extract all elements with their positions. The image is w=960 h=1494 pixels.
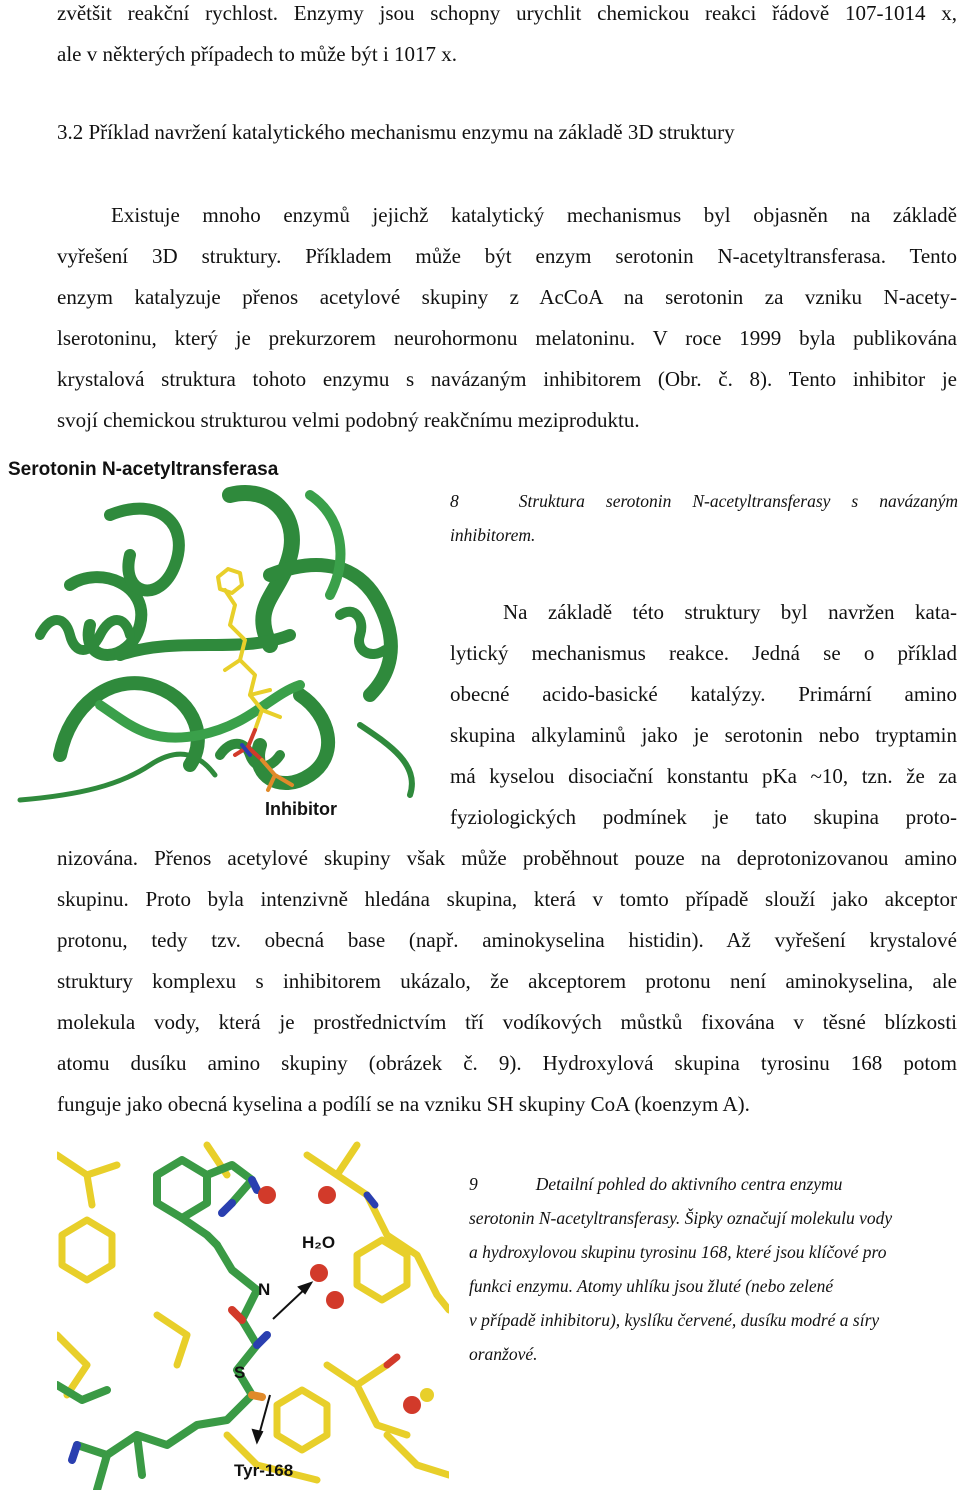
intro-line-2: ale v některých případech to může být i 1017 x.: [57, 42, 458, 66]
para2-line-12: atomu dusíku amino skupiny (obrázek č. 9). Hydroxylová skupina tyrosinu 168 potom: [57, 1051, 957, 1075]
para1-line-4: lserotoninu, který je prekurzorem neurohormonu melatoninu. V roce 1999 byla publikována: [57, 326, 957, 350]
figure-9-caption-line-5: v případě inhibitoru), kyslíku červené, dusíku modré a síry: [469, 1310, 880, 1330]
figure-9-number: 9: [469, 1174, 478, 1194]
figure-8-protein-structure: [0, 455, 440, 827]
para2-line-1: Na základě této struktury byl navržen kata-: [503, 600, 957, 624]
para1-line-2: vyřešení 3D struktury. Příkladem může být enzym serotonin N-acetyltransferasa. Tento: [57, 244, 957, 268]
para2-line-3: obecné acido-basické katalýzy. Primární amino: [450, 682, 957, 706]
para2-line-8: skupinu. Proto byla intenzivně hledána skupina, která v tomto případě slouží jako akceptor: [57, 887, 957, 911]
protein-ribbon-illustration: [0, 455, 440, 827]
para1-line-1: Existuje mnoho enzymů jejichž katalytický mechanismus byl objasněn na základě: [111, 203, 957, 227]
para2-line-10: struktury komplexu s inhibitorem ukázalo, že akceptorem protonu není aminokyselina, ale: [57, 969, 957, 993]
figure-9-caption-text: Detailní pohled do aktivního centra enzymu: [535, 1174, 843, 1194]
para1-line-3: enzym katalyzuje přenos acetylové skupiny z AcCoA na serotonin za vzniku N-acety-: [57, 285, 957, 309]
para1-line-5: krystalová struktura tohoto enzymu s navázaným inhibitorem (Obr. č. 8). Tento inhibitor je: [57, 367, 957, 391]
figure-8-caption-line-1: [450, 484, 958, 518]
para2-line-6: fyziologických podmínek je tato skupina proto-: [450, 805, 957, 829]
nitrogen-label: N: [258, 1280, 271, 1299]
sulfur-label: S: [234, 1363, 246, 1382]
figure-9-caption-line-6: oranžové.: [469, 1344, 538, 1364]
figure-8-caption-line-2: inhibitorem.: [450, 525, 536, 545]
figure-9-caption-line-4: funkci enzymu. Atomy uhlíku jsou žluté (nebo zelené: [469, 1276, 834, 1296]
figure-9-caption-line-1: [469, 1167, 842, 1201]
figure-8-title: Serotonin N-acetyltransferasa: [8, 459, 279, 480]
figure-9-active-site: [57, 1135, 449, 1490]
h2o-label: H₂O: [302, 1233, 336, 1252]
para2-line-2: lytický mechanismus reakce. Jedná se o příklad: [450, 641, 957, 665]
intro-line-1: zvětšit reakční rychlost. Enzymy jsou schopny urychlit chemickou reakci řádově 107-1014 x,: [57, 1, 957, 25]
figure-8-number: 8: [450, 491, 459, 511]
figure-9-caption-line-3: a hydroxylovou skupinu tyrosinu 168, které jsou klíčové pro: [469, 1242, 887, 1262]
figure-8-caption-text: Struktura serotonin N-acetyltransferasy s navázaným: [518, 491, 958, 511]
section-heading: 3.2 Příklad navržení katalytického mechanismu enzymu na základě 3D struktury: [57, 120, 735, 144]
para2-line-7: nizována. Přenos acetylové skupiny však může proběhnout pouze na deprotonizovanou amino: [57, 846, 957, 870]
para1-line-6: svojí chemickou strukturou velmi podobný reakčnímu meziproduktu.: [57, 408, 640, 432]
inhibitor-label: Inhibitor: [265, 799, 337, 819]
para2-line-9: protonu, tedy tzv. obecná base (např. aminokyselina histidin). Až vyřešení krystalové: [57, 928, 957, 952]
figure-9-caption-line-2: serotonin N-acetyltransferasy. Šipky označují molekulu vody: [469, 1208, 893, 1228]
para2-line-13: funguje jako obecná kyselina a podílí se na vzniku SH skupiny CoA (koenzym A).: [57, 1092, 750, 1116]
tyr-168-label: Tyr-168: [234, 1461, 294, 1480]
active-site-illustration: [57, 1135, 449, 1490]
para2-line-11: molekula vody, která je prostřednictvím tří vodíkových můstků fixována v těsné blízkosti: [57, 1010, 957, 1034]
para2-line-5: má kyselou disociační konstantu pKa ~10, tzn. že za: [450, 764, 957, 788]
para2-line-4: skupina alkylaminů jako je serotonin nebo tryptamin: [450, 723, 957, 747]
